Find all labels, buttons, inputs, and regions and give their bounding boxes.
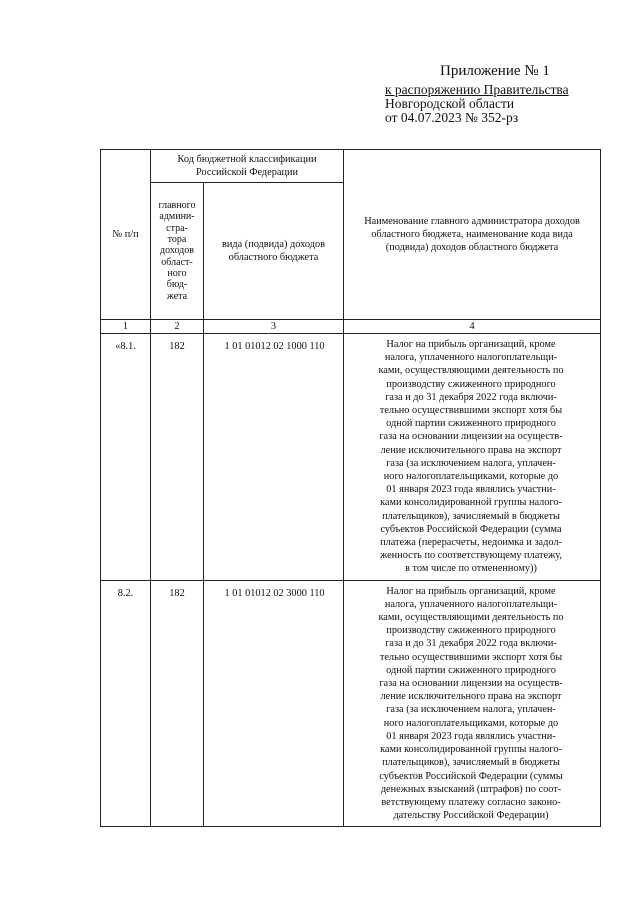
appendix-title: Приложение № 1 (440, 63, 550, 79)
description-line: налога, уплаченного налогоплательщи- (384, 598, 558, 610)
description-line: газа и до 31 декабря 2022 года включи- (385, 391, 557, 403)
header-kbk-group: Код бюджетной классификации Российской Федерации (151, 150, 344, 183)
description-line: тельно осуществившими экспорт хотя бы (379, 405, 563, 417)
description-line: налога, уплаченного налогоплательщи- (384, 352, 558, 364)
description-line: субъектов Российской Федерации (сумма (380, 523, 562, 535)
row-number: «8.1. (101, 334, 151, 581)
description-line: дательству Российской Федерации) (393, 810, 549, 822)
description-line: ками, осуществляющими деятельность по (378, 612, 564, 624)
header-admin-lines (151, 200, 203, 302)
header-admin-line: стра- (166, 222, 188, 234)
revenue-codes-table (100, 149, 601, 827)
description-line: ками консолидированной группы налого- (380, 744, 562, 756)
description-line: 01 января 2023 года являлись участни- (386, 730, 556, 742)
description-line: производству сжиженного природного (386, 378, 556, 390)
table-header-row-1 (101, 150, 601, 183)
table-row (101, 334, 601, 581)
appendix-ref-line-1: к распоряжению Правительства (385, 82, 569, 97)
description-line: Налог на прибыль организаций, кроме (386, 339, 556, 350)
header-admin-line: ного (167, 267, 187, 279)
description-line: ление исключительного права на экспорт (380, 444, 562, 456)
col-number-1: 1 (101, 320, 151, 334)
column-number-row (101, 320, 601, 334)
header-kind: вида (подвида) доходов областного бюджета (204, 183, 344, 320)
header-name: Наименование главного администратора доходов областного бюджета, наименование кода вида (подвида) доходов областного бюджета (344, 150, 601, 320)
header-admin-line: админи- (159, 211, 195, 223)
description-line: плательщиков), зачисляемый в бюджеты (382, 757, 560, 769)
row-description (344, 580, 601, 827)
description-line: газа на основании лицензии на осуществ- (379, 678, 563, 690)
description-line: субъектов Российской Федерации (суммы (379, 770, 563, 782)
header-admin-line: област- (161, 256, 193, 268)
description-line: газа (за исключением налога, уплачен- (386, 457, 556, 469)
description-line: ками, осуществляющими деятельность по (378, 365, 564, 377)
col-number-3: 3 (204, 320, 344, 334)
appendix-ref-line-3: от 04.07.2023 № 352-рз (385, 110, 519, 125)
row-revenue-code: 1 01 01012 02 1000 110 (204, 334, 344, 581)
row-admin-code: 182 (151, 334, 204, 581)
description-line: ками консолидированной группы налого- (380, 497, 562, 509)
appendix-ref-line-2: Новгородской области (385, 96, 515, 111)
row-revenue-code: 1 01 01012 02 3000 110 (204, 580, 344, 827)
header-admin-line: жета (166, 290, 188, 302)
description-line: тельно осуществившими экспорт хотя бы (379, 651, 563, 663)
col-number-2: 2 (151, 320, 204, 334)
description-line: плательщиков), зачисляемый в бюджеты (382, 510, 560, 522)
description-line: газа и до 31 декабря 2022 года включи- (385, 638, 557, 650)
header-admin-line: бюд- (166, 279, 188, 291)
description-line: производству сжиженного природного (386, 625, 556, 637)
description-line: газа на основании лицензии на осуществ- (379, 431, 563, 443)
description-line: 01 января 2023 года являлись участни- (386, 484, 556, 496)
description-line: ление исключительного права на экспорт (380, 691, 562, 703)
row-number: 8.2. (101, 580, 151, 827)
col-number-4: 4 (344, 320, 601, 334)
appendix-header (385, 62, 625, 125)
description-line: женность по соответствующему платежу, (380, 550, 562, 562)
description-line: Налог на прибыль организаций, кроме (386, 585, 556, 597)
header-admin (151, 183, 204, 320)
header-num: № п/п (101, 150, 151, 320)
table-row (101, 580, 601, 827)
description-line: в том числе по отмененному)) (405, 563, 537, 575)
description-line: газа (за исключением налога, уплачен- (386, 704, 556, 716)
description-line: ного налогоплательщиками, которые до (383, 471, 559, 483)
description-line: одной партии сжиженного природного (386, 418, 556, 430)
description-line: одной партии сжиженного природного (386, 664, 556, 676)
description-line: ветствующему платежу согласно законо- (381, 796, 561, 808)
description-line: денежных взысканий (штрафов) по соот- (380, 783, 562, 795)
description-line: платежа (перерасчеты, недоимка и задол- (380, 537, 562, 549)
header-admin-line: доходов (160, 245, 194, 257)
header-admin-line: тора (167, 234, 187, 246)
row-description (344, 334, 601, 581)
header-admin-line: главного (158, 200, 196, 212)
row-admin-code: 182 (151, 580, 204, 827)
description-line: ного налогоплательщиками, которые до (383, 717, 559, 729)
